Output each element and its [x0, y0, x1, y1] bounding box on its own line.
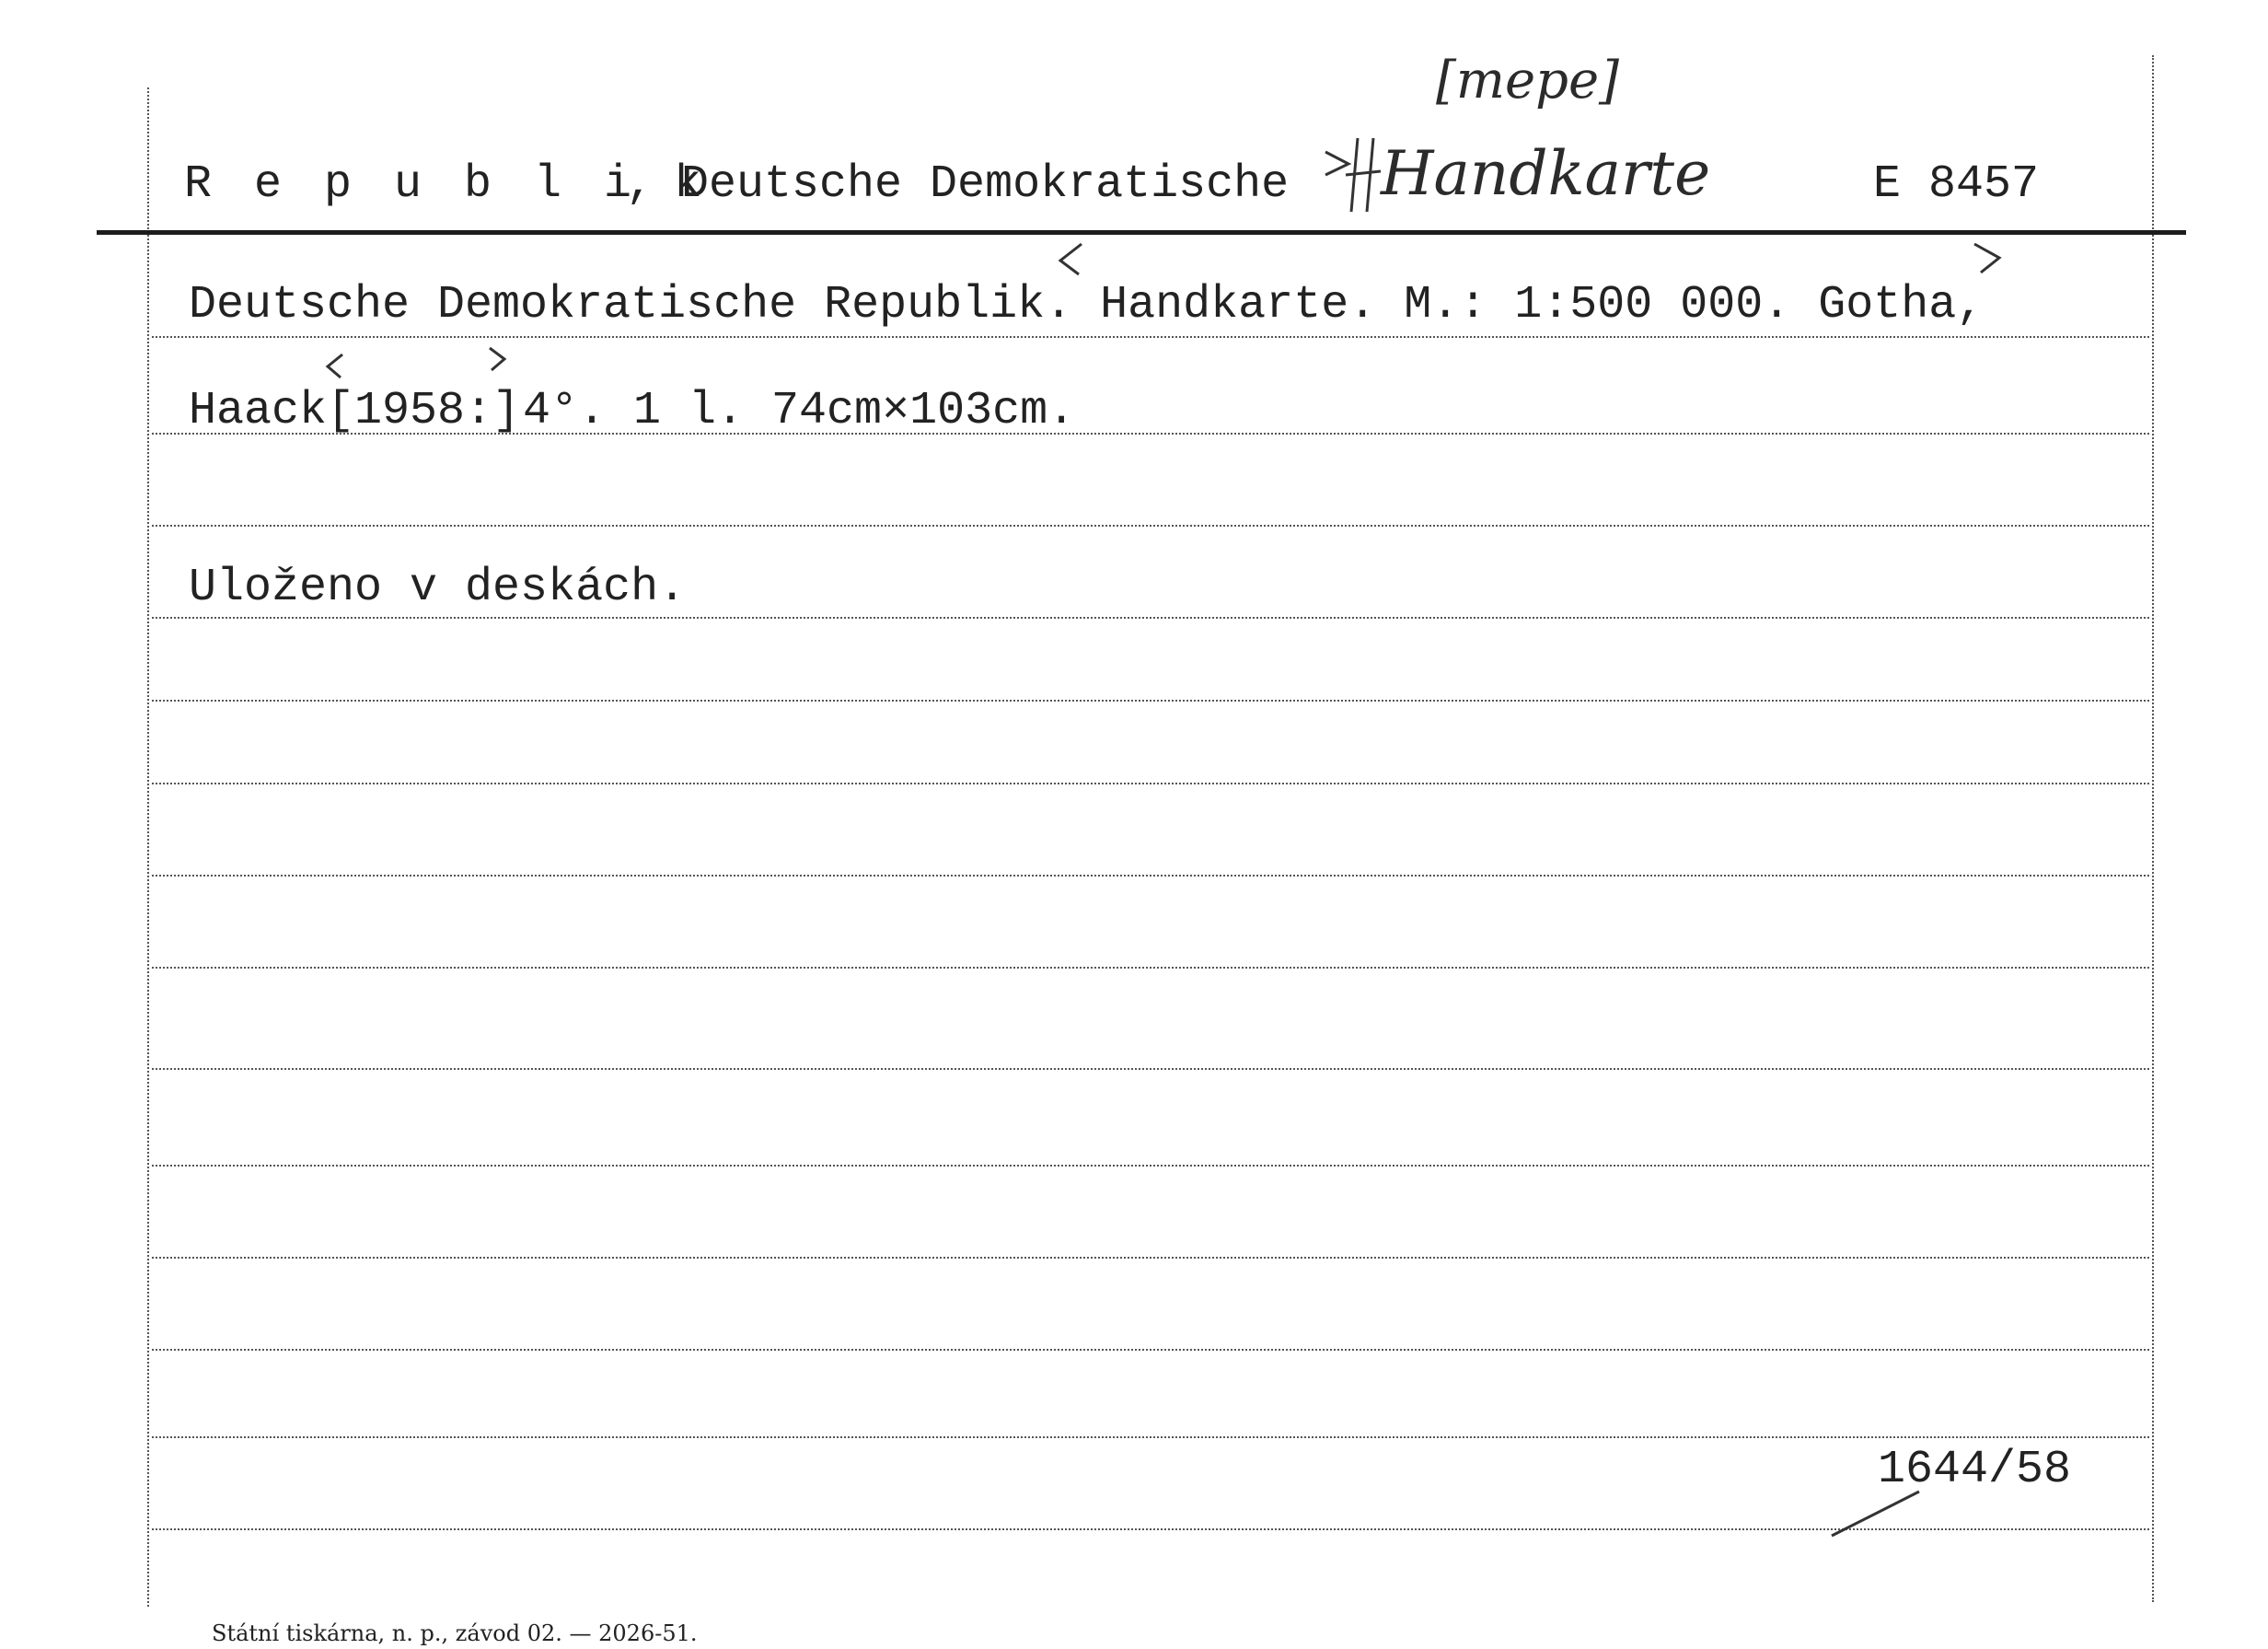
handwritten-note: Handkarte	[1381, 138, 1711, 209]
imprint-date: [1958:]	[327, 385, 521, 437]
title-line: Deutsche Demokratische Republik. Handkarte. M.: 1:500 000. Gotha,	[189, 279, 1984, 331]
call-number: E 8457	[1873, 158, 2040, 211]
printer-imprint: Státní tiskárna, n. p., závod 02. — 2026-51.	[212, 1620, 698, 1646]
heading-rest: , Deutsche Demokratische	[626, 158, 1290, 211]
accession-number: 1644/58	[1878, 1444, 2072, 1496]
imprint-publisher: Haack	[189, 385, 328, 437]
physical-description: 4°. 1 l. 74cm×103cm.	[523, 385, 1076, 437]
handwritten-bracket: [mepe]	[1436, 51, 1619, 110]
storage-note: Uloženo v deskách.	[189, 562, 687, 614]
heading-main: R e p u b l i k	[184, 158, 710, 211]
